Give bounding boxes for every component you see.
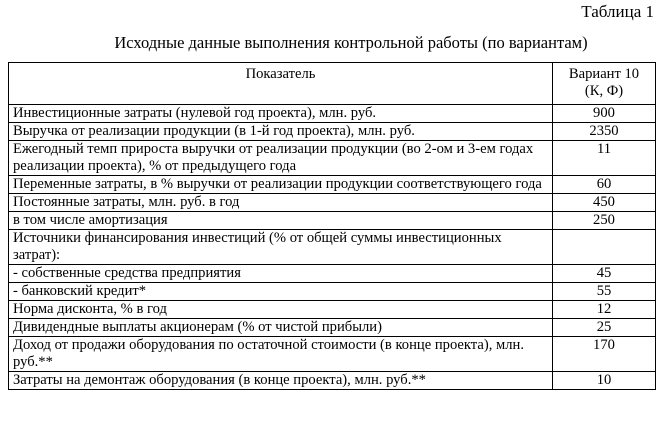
row-label: Ежегодный темп прироста выручки от реализации продукции (во 2-ом и 3-ем годах реализации проекта), % от предыдущего года <box>9 141 553 176</box>
row-label: Доход от продажи оборудования по остаточной стоимости (в конце проекта), млн. руб.** <box>9 337 553 372</box>
row-value: 170 <box>553 337 656 372</box>
row-value: 55 <box>553 283 656 301</box>
table-row <box>9 176 656 194</box>
row-value: 60 <box>553 176 656 194</box>
row-label: - банковский кредит* <box>9 283 553 301</box>
row-value: 25 <box>553 319 656 337</box>
row-label: Переменные затраты, в % выручки от реализации продукции соответствующего года <box>9 176 553 194</box>
row-label: Дивидендные выплаты акционерам (% от чистой прибыли) <box>9 319 553 337</box>
row-label: - собственные средства предприятия <box>9 265 553 283</box>
table-row <box>9 283 656 301</box>
row-value: 45 <box>553 265 656 283</box>
row-label: Постоянные затраты, млн. руб. в год <box>9 194 553 212</box>
row-label: в том числе амортизация <box>9 212 553 230</box>
header-indicator: Показатель <box>9 63 553 105</box>
row-value: 900 <box>553 105 656 123</box>
row-value <box>553 230 656 265</box>
row-value: 2350 <box>553 123 656 141</box>
table-title: Исходные данные выполнения контрольной работы (по вариантам) <box>114 33 588 52</box>
header-variant-line2: (К, Ф) <box>584 83 624 99</box>
table-row <box>9 212 656 230</box>
table-row <box>9 141 656 176</box>
row-value: 12 <box>553 301 656 319</box>
row-value: 250 <box>553 212 656 230</box>
table-row <box>9 230 656 265</box>
source-data-table <box>8 62 656 390</box>
row-label: Затраты на демонтаж оборудования (в конце проекта), млн. руб.** <box>9 372 553 390</box>
header-variant-line1: Вариант 10 <box>568 66 640 82</box>
row-value: 11 <box>553 141 656 176</box>
table-number: Таблица 1 <box>581 2 654 21</box>
table-row <box>9 265 656 283</box>
table-row <box>9 372 656 390</box>
table-row <box>9 337 656 372</box>
table-row <box>9 194 656 212</box>
table-row <box>9 123 656 141</box>
row-label: Выручка от реализации продукции (в 1-й год проекта), млн. руб. <box>9 123 553 141</box>
row-label: Источники финансирования инвестиций (% от общей суммы инвестиционных затрат): <box>9 230 553 265</box>
row-label: Норма дисконта, % в год <box>9 301 553 319</box>
row-value: 450 <box>553 194 656 212</box>
row-label: Инвестиционные затраты (нулевой год проекта), млн. руб. <box>9 105 553 123</box>
table-row <box>9 319 656 337</box>
table-row <box>9 301 656 319</box>
table-header-row <box>9 63 656 105</box>
table-row <box>9 105 656 123</box>
row-value: 10 <box>553 372 656 390</box>
header-variant <box>553 63 656 105</box>
